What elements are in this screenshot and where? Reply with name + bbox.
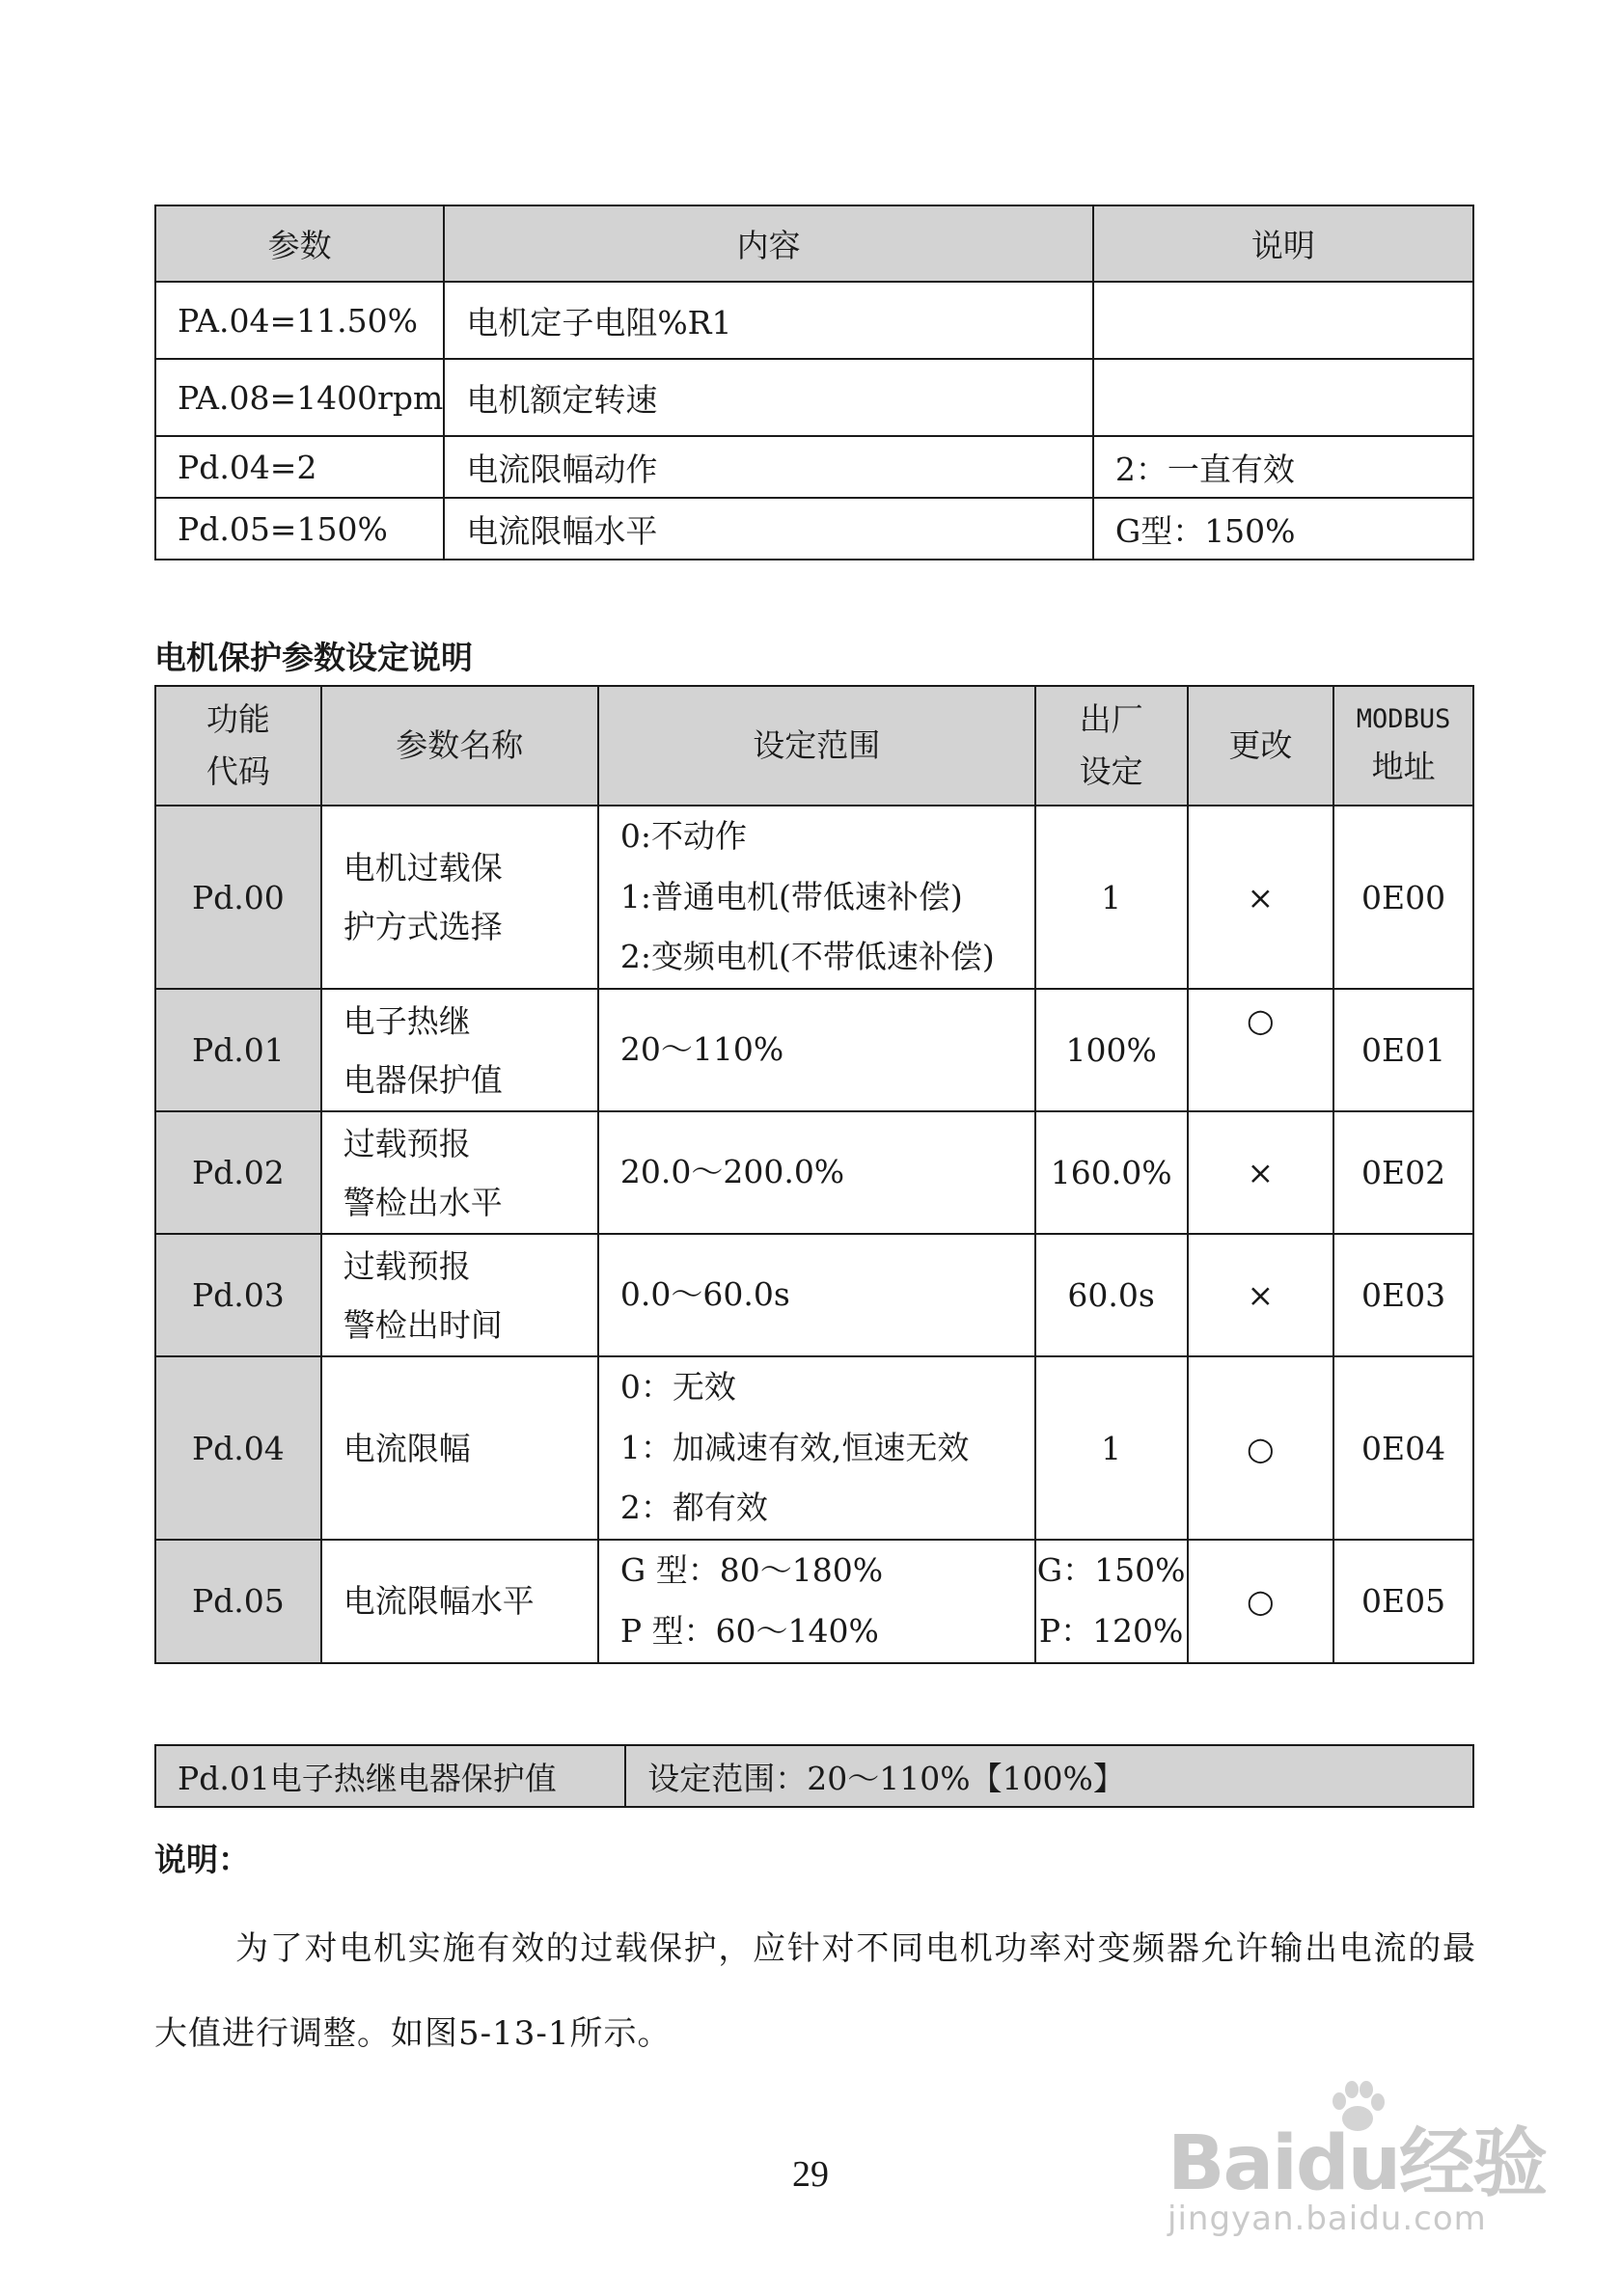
- param-detail-title: Pd.01电子热继电器保护值: [155, 1745, 625, 1807]
- header-modbus-line: 地址: [1371, 748, 1436, 786]
- param-cell: Pd.05=150%: [155, 498, 444, 560]
- param-name-line: 护方式选择: [343, 908, 503, 946]
- function-code-cell: Pd.05: [155, 1540, 321, 1662]
- header-factory-setting: [1035, 686, 1188, 806]
- param-name-cell: [321, 806, 598, 989]
- change-mark-cell: ×: [1188, 806, 1334, 989]
- table-row: [155, 1111, 1473, 1234]
- table-header-row: [155, 686, 1473, 806]
- modbus-address-cell: 0E03: [1333, 1234, 1473, 1356]
- baidu-watermark: [1148, 2074, 1553, 2248]
- header-code-line: 功能: [206, 699, 270, 738]
- range-line: 1:普通电机(带低速补偿): [619, 877, 963, 916]
- motor-protection-table: [154, 685, 1474, 1664]
- table-row: [155, 1234, 1473, 1356]
- function-code-cell: Pd.03: [155, 1234, 321, 1356]
- param-cell: PA.04=11.50%: [155, 282, 444, 359]
- content-cell: 电机额定转速: [444, 359, 1093, 436]
- table-row: [155, 498, 1473, 560]
- watermark-url: jingyan.baidu.com: [1168, 2200, 1487, 2238]
- header-param-name: 参数名称: [321, 686, 598, 806]
- range-line: 20.0～200.0%: [619, 1153, 845, 1191]
- range-line: 0：无效: [619, 1368, 736, 1407]
- content-cell: 电流限幅动作: [444, 436, 1093, 498]
- param-cell: PA.08=1400rpm: [155, 359, 444, 436]
- param-name-line: 过载预报: [343, 1246, 471, 1285]
- setting-range-cell: [598, 1540, 1035, 1662]
- range-line: 2：都有效: [619, 1489, 768, 1527]
- header-factory-line: 出厂: [1079, 699, 1143, 738]
- page-number: 29: [792, 2154, 829, 2195]
- factory-line: P：120%: [1038, 1611, 1184, 1650]
- factory-setting-cell: 160.0%: [1035, 1111, 1188, 1234]
- param-cell: Pd.04=2: [155, 436, 444, 498]
- header-change: 更改: [1188, 686, 1334, 806]
- range-line: 0.0～60.0s: [619, 1275, 790, 1314]
- factory-setting-cell: 1: [1035, 806, 1188, 989]
- function-code-cell: Pd.02: [155, 1111, 321, 1234]
- header-note: 说明: [1093, 205, 1473, 282]
- param-name-line: 电器保护值: [343, 1060, 503, 1099]
- factory-setting-cell: 100%: [1035, 989, 1188, 1111]
- param-name-line: 电流限幅: [343, 1429, 471, 1467]
- factory-setting-cell: 1: [1035, 1356, 1188, 1540]
- content-cell: 电流限幅水平: [444, 498, 1093, 560]
- summary-parameter-table: [154, 205, 1474, 560]
- modbus-address-cell: 0E01: [1333, 989, 1473, 1111]
- setting-range-cell: [598, 1111, 1035, 1234]
- content-cell: 电机定子电阻%R1: [444, 282, 1093, 359]
- modbus-address-cell: 0E00: [1333, 806, 1473, 989]
- table-header-row: [155, 205, 1473, 282]
- range-line: 1：加减速有效,恒速无效: [619, 1428, 970, 1466]
- factory-setting-cell: 60.0s: [1035, 1234, 1188, 1356]
- range-line: P 型：60～140%: [619, 1611, 879, 1650]
- modbus-address-cell: 0E04: [1333, 1356, 1473, 1540]
- param-detail-range: 设定范围：20～110%【100%】: [625, 1745, 1473, 1807]
- param-name-cell: [321, 1111, 598, 1234]
- setting-range-cell: [598, 806, 1035, 989]
- table-row: [155, 989, 1473, 1111]
- change-mark-cell: ○: [1188, 989, 1334, 1111]
- table-row: [155, 282, 1473, 359]
- factory-line: G：150%: [1036, 1551, 1186, 1590]
- table-row: [155, 1540, 1473, 1662]
- modbus-address-cell: 0E05: [1333, 1540, 1473, 1662]
- param-detail-row: [155, 1745, 1473, 1807]
- setting-range-cell: [598, 989, 1035, 1111]
- change-mark-cell: ×: [1188, 1111, 1334, 1234]
- watermark-brand: Baidu经验: [1168, 2120, 1547, 2207]
- header-param: 参数: [155, 205, 444, 282]
- param-name-line: 电机过载保: [343, 848, 503, 887]
- factory-setting-cell: [1035, 1540, 1188, 1662]
- param-name-line: 电流限幅水平: [343, 1582, 535, 1621]
- setting-range-cell: [598, 1234, 1035, 1356]
- header-code-line: 代码: [206, 752, 270, 790]
- change-mark-cell: ×: [1188, 1234, 1334, 1356]
- param-detail-box: [154, 1744, 1474, 1808]
- param-name-cell: [321, 1234, 598, 1356]
- param-name-line: 警检出水平: [343, 1183, 503, 1221]
- table-row: [155, 1356, 1473, 1540]
- param-name-cell: [321, 1356, 598, 1540]
- header-factory-line: 设定: [1079, 752, 1143, 790]
- header-modbus-line: MODBUS: [1356, 703, 1451, 734]
- setting-range-cell: [598, 1356, 1035, 1540]
- table-row: [155, 359, 1473, 436]
- range-line: 20～110%: [619, 1030, 784, 1069]
- modbus-address-cell: 0E02: [1333, 1111, 1473, 1234]
- header-content: 内容: [444, 205, 1093, 282]
- change-mark-cell: ○: [1188, 1356, 1334, 1540]
- param-name-cell: [321, 989, 598, 1111]
- function-code-cell: Pd.00: [155, 806, 321, 989]
- note-cell: [1093, 359, 1473, 436]
- param-name-cell: [321, 1540, 598, 1662]
- note-cell: G型：150%: [1093, 498, 1473, 560]
- param-name-line: 过载预报: [343, 1124, 471, 1162]
- function-code-cell: Pd.01: [155, 989, 321, 1111]
- note-label: 说明：: [154, 1841, 250, 1878]
- header-function-code: [155, 686, 321, 806]
- param-name-line: 电子热继: [343, 1001, 471, 1040]
- param-name-line: 警检出时间: [343, 1305, 503, 1344]
- range-line: 0:不动作: [619, 817, 747, 855]
- header-modbus: [1333, 686, 1473, 806]
- range-line: 2:变频电机(不带低速补偿): [619, 938, 995, 976]
- range-line: G 型：80～180%: [619, 1551, 884, 1590]
- table-row: [155, 436, 1473, 498]
- note-cell: [1093, 282, 1473, 359]
- note-cell: 2：一直有效: [1093, 436, 1473, 498]
- change-mark-cell: ○: [1188, 1540, 1334, 1662]
- header-setting-range: 设定范围: [598, 686, 1035, 806]
- description-paragraph: 为了对电机实施有效的过载保护，应针对不同电机功率对变频器允许输出电流的最大值进行调整。如图5-13-1所示。: [154, 1929, 1476, 2053]
- section-heading: 电机保护参数设定说明: [154, 639, 473, 676]
- function-code-cell: Pd.04: [155, 1356, 321, 1540]
- table-row: [155, 806, 1473, 989]
